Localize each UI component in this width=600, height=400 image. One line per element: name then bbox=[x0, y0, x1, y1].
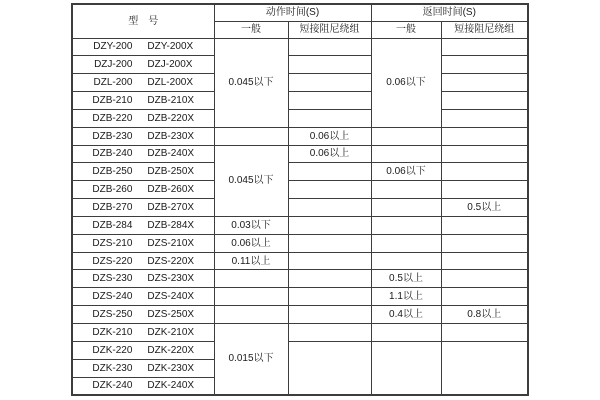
header-row-groups bbox=[72, 4, 528, 21]
cell-return-damped bbox=[441, 288, 528, 306]
cell-action-damped bbox=[288, 270, 371, 288]
model-name: DZB-210 bbox=[92, 94, 133, 106]
header-action-time: 动作时间(S) bbox=[214, 4, 371, 21]
cell-return-damped bbox=[441, 216, 528, 234]
model-name-variant: DZJ-200X bbox=[147, 59, 193, 71]
table-row bbox=[72, 341, 528, 359]
model-name: DZB-240 bbox=[92, 148, 133, 160]
table-row bbox=[72, 324, 528, 342]
model-cell bbox=[72, 234, 214, 252]
model-name: DZB-260 bbox=[92, 184, 133, 196]
model-name-variant: DZK-230X bbox=[147, 362, 195, 374]
cell-action-damped bbox=[288, 306, 371, 324]
model-name: DZS-220 bbox=[92, 255, 133, 267]
model-name-variant: DZS-240X bbox=[147, 291, 195, 303]
model-cell bbox=[72, 359, 214, 377]
header-return-time: 返回时间(S) bbox=[371, 4, 528, 21]
cell-return-general bbox=[371, 199, 441, 217]
table-row bbox=[72, 306, 528, 324]
table-row bbox=[72, 288, 528, 306]
model-name: DZS-210 bbox=[92, 237, 133, 249]
cell-return-damped bbox=[441, 324, 528, 342]
model-name: DZK-220 bbox=[92, 344, 133, 356]
cell-return-damped bbox=[441, 270, 528, 288]
model-cell bbox=[72, 38, 214, 56]
cell-action-general bbox=[214, 306, 288, 324]
cell-return-general bbox=[371, 216, 441, 234]
header-action-damped: 短接阻尼绕组 bbox=[288, 21, 371, 38]
cell-action-damped bbox=[288, 324, 371, 342]
cell-return-general: 0.5以上 bbox=[371, 270, 441, 288]
cell-return-damped: 0.5以上 bbox=[441, 199, 528, 217]
model-name-variant: DZB-270X bbox=[147, 202, 195, 214]
model-name-variant: DZS-210X bbox=[147, 237, 195, 249]
cell-action-damped bbox=[288, 92, 371, 110]
cell-action-damped bbox=[288, 252, 371, 270]
model-name: DZK-240 bbox=[92, 380, 133, 392]
model-cell bbox=[72, 199, 214, 217]
model-cell bbox=[72, 56, 214, 74]
header-return-general: 一般 bbox=[371, 21, 441, 38]
model-name-variant: DZB-250X bbox=[147, 166, 195, 178]
model-name-variant: DZS-250X bbox=[147, 309, 195, 321]
cell-action-general: 0.11以上 bbox=[214, 252, 288, 270]
table-row bbox=[72, 234, 528, 252]
cell-return-general: 0.06以下 bbox=[371, 163, 441, 181]
cell-return-damped bbox=[441, 109, 528, 127]
table-row bbox=[72, 181, 528, 199]
cell-return-general bbox=[371, 341, 441, 395]
model-name: DZY-200 bbox=[93, 41, 133, 53]
cell-return-damped bbox=[441, 341, 528, 395]
model-name: DZS-240 bbox=[92, 291, 133, 303]
model-cell bbox=[72, 270, 214, 288]
cell-return-damped bbox=[441, 163, 528, 181]
cell-action-damped bbox=[288, 163, 371, 181]
model-name-variant: DZL-200X bbox=[147, 77, 193, 89]
model-name-variant: DZS-230X bbox=[147, 273, 195, 285]
model-name: DZS-250 bbox=[92, 309, 133, 321]
model-name: DZJ-200 bbox=[94, 59, 133, 71]
cell-action-general: 0.06以上 bbox=[214, 234, 288, 252]
model-cell bbox=[72, 216, 214, 234]
table-row bbox=[72, 270, 528, 288]
model-name-variant: DZY-200X bbox=[147, 41, 194, 53]
cell-action-general bbox=[214, 127, 288, 145]
model-name: DZB-230 bbox=[92, 130, 133, 142]
cell-action-damped bbox=[288, 199, 371, 217]
model-name-variant: DZK-210X bbox=[147, 326, 195, 338]
cell-return-general: 0.06以下 bbox=[371, 38, 441, 127]
cell-return-damped bbox=[441, 127, 528, 145]
cell-action-general bbox=[214, 270, 288, 288]
table-row bbox=[72, 216, 528, 234]
cell-return-damped: 0.8以上 bbox=[441, 306, 528, 324]
model-cell bbox=[72, 341, 214, 359]
table-row bbox=[72, 252, 528, 270]
cell-return-damped bbox=[441, 252, 528, 270]
cell-action-damped: 0.06以上 bbox=[288, 127, 371, 145]
model-name: DZB-250 bbox=[92, 166, 133, 178]
model-name-variant: DZK-220X bbox=[147, 344, 195, 356]
model-cell bbox=[72, 145, 214, 163]
model-name: DZB-270 bbox=[92, 202, 133, 214]
cell-action-damped bbox=[288, 56, 371, 74]
cell-action-damped bbox=[288, 288, 371, 306]
header-return-damped: 短接阻尼绕组 bbox=[441, 21, 528, 38]
spec-table bbox=[71, 3, 529, 396]
cell-return-damped bbox=[441, 38, 528, 56]
model-name-variant: DZB-240X bbox=[147, 148, 195, 160]
cell-return-general bbox=[371, 252, 441, 270]
cell-return-general: 0.4以上 bbox=[371, 306, 441, 324]
model-name: DZL-200 bbox=[93, 77, 133, 89]
cell-return-general bbox=[371, 324, 441, 342]
cell-action-damped bbox=[288, 341, 371, 395]
model-name-variant: DZB-230X bbox=[147, 130, 195, 142]
cell-return-damped bbox=[441, 145, 528, 163]
table-row bbox=[72, 199, 528, 217]
cell-return-damped bbox=[441, 56, 528, 74]
model-name: DZB-220 bbox=[92, 112, 133, 124]
cell-action-damped bbox=[288, 216, 371, 234]
model-cell bbox=[72, 92, 214, 110]
cell-return-general bbox=[371, 145, 441, 163]
model-name-variant: DZB-210X bbox=[147, 94, 195, 106]
model-name: DZS-230 bbox=[92, 273, 133, 285]
table-row bbox=[72, 56, 528, 74]
model-cell bbox=[72, 181, 214, 199]
model-name: DZK-210 bbox=[92, 326, 133, 338]
model-name-variant: DZK-240X bbox=[147, 380, 195, 392]
model-cell bbox=[72, 324, 214, 342]
table-row bbox=[72, 163, 528, 181]
model-cell bbox=[72, 288, 214, 306]
cell-action-general: 0.045以下 bbox=[214, 38, 288, 127]
cell-action-damped: 0.06以上 bbox=[288, 145, 371, 163]
model-cell bbox=[72, 109, 214, 127]
model-cell bbox=[72, 74, 214, 92]
cell-return-damped bbox=[441, 74, 528, 92]
table-row bbox=[72, 109, 528, 127]
model-name-variant: DZB-220X bbox=[147, 112, 195, 124]
cell-action-general: 0.03以下 bbox=[214, 216, 288, 234]
cell-action-damped bbox=[288, 38, 371, 56]
table-row bbox=[72, 127, 528, 145]
cell-action-general: 0.015以下 bbox=[214, 324, 288, 395]
model-name-variant: DZS-220X bbox=[147, 255, 195, 267]
cell-action-damped bbox=[288, 109, 371, 127]
model-cell bbox=[72, 163, 214, 181]
model-cell bbox=[72, 377, 214, 395]
cell-return-damped bbox=[441, 92, 528, 110]
header-action-general: 一般 bbox=[214, 21, 288, 38]
spec-table-body bbox=[72, 38, 528, 395]
table-row bbox=[72, 92, 528, 110]
table-row bbox=[72, 145, 528, 163]
table-row bbox=[72, 38, 528, 56]
table-row bbox=[72, 74, 528, 92]
model-name-variant: DZB-284X bbox=[147, 219, 195, 231]
model-cell bbox=[72, 306, 214, 324]
cell-return-damped bbox=[441, 181, 528, 199]
cell-action-damped bbox=[288, 234, 371, 252]
header-model: 型 号 bbox=[72, 4, 214, 38]
model-name-variant: DZB-260X bbox=[147, 184, 195, 196]
cell-return-damped bbox=[441, 234, 528, 252]
cell-return-general bbox=[371, 234, 441, 252]
cell-action-damped bbox=[288, 181, 371, 199]
model-cell bbox=[72, 252, 214, 270]
cell-return-general bbox=[371, 181, 441, 199]
cell-return-general bbox=[371, 127, 441, 145]
model-name: DZK-230 bbox=[92, 362, 133, 374]
spec-table-header bbox=[72, 4, 528, 38]
model-cell bbox=[72, 127, 214, 145]
cell-action-general bbox=[214, 288, 288, 306]
cell-return-general: 1.1以上 bbox=[371, 288, 441, 306]
cell-action-damped bbox=[288, 74, 371, 92]
model-name: DZB-284 bbox=[92, 219, 133, 231]
cell-action-general: 0.045以下 bbox=[214, 145, 288, 216]
